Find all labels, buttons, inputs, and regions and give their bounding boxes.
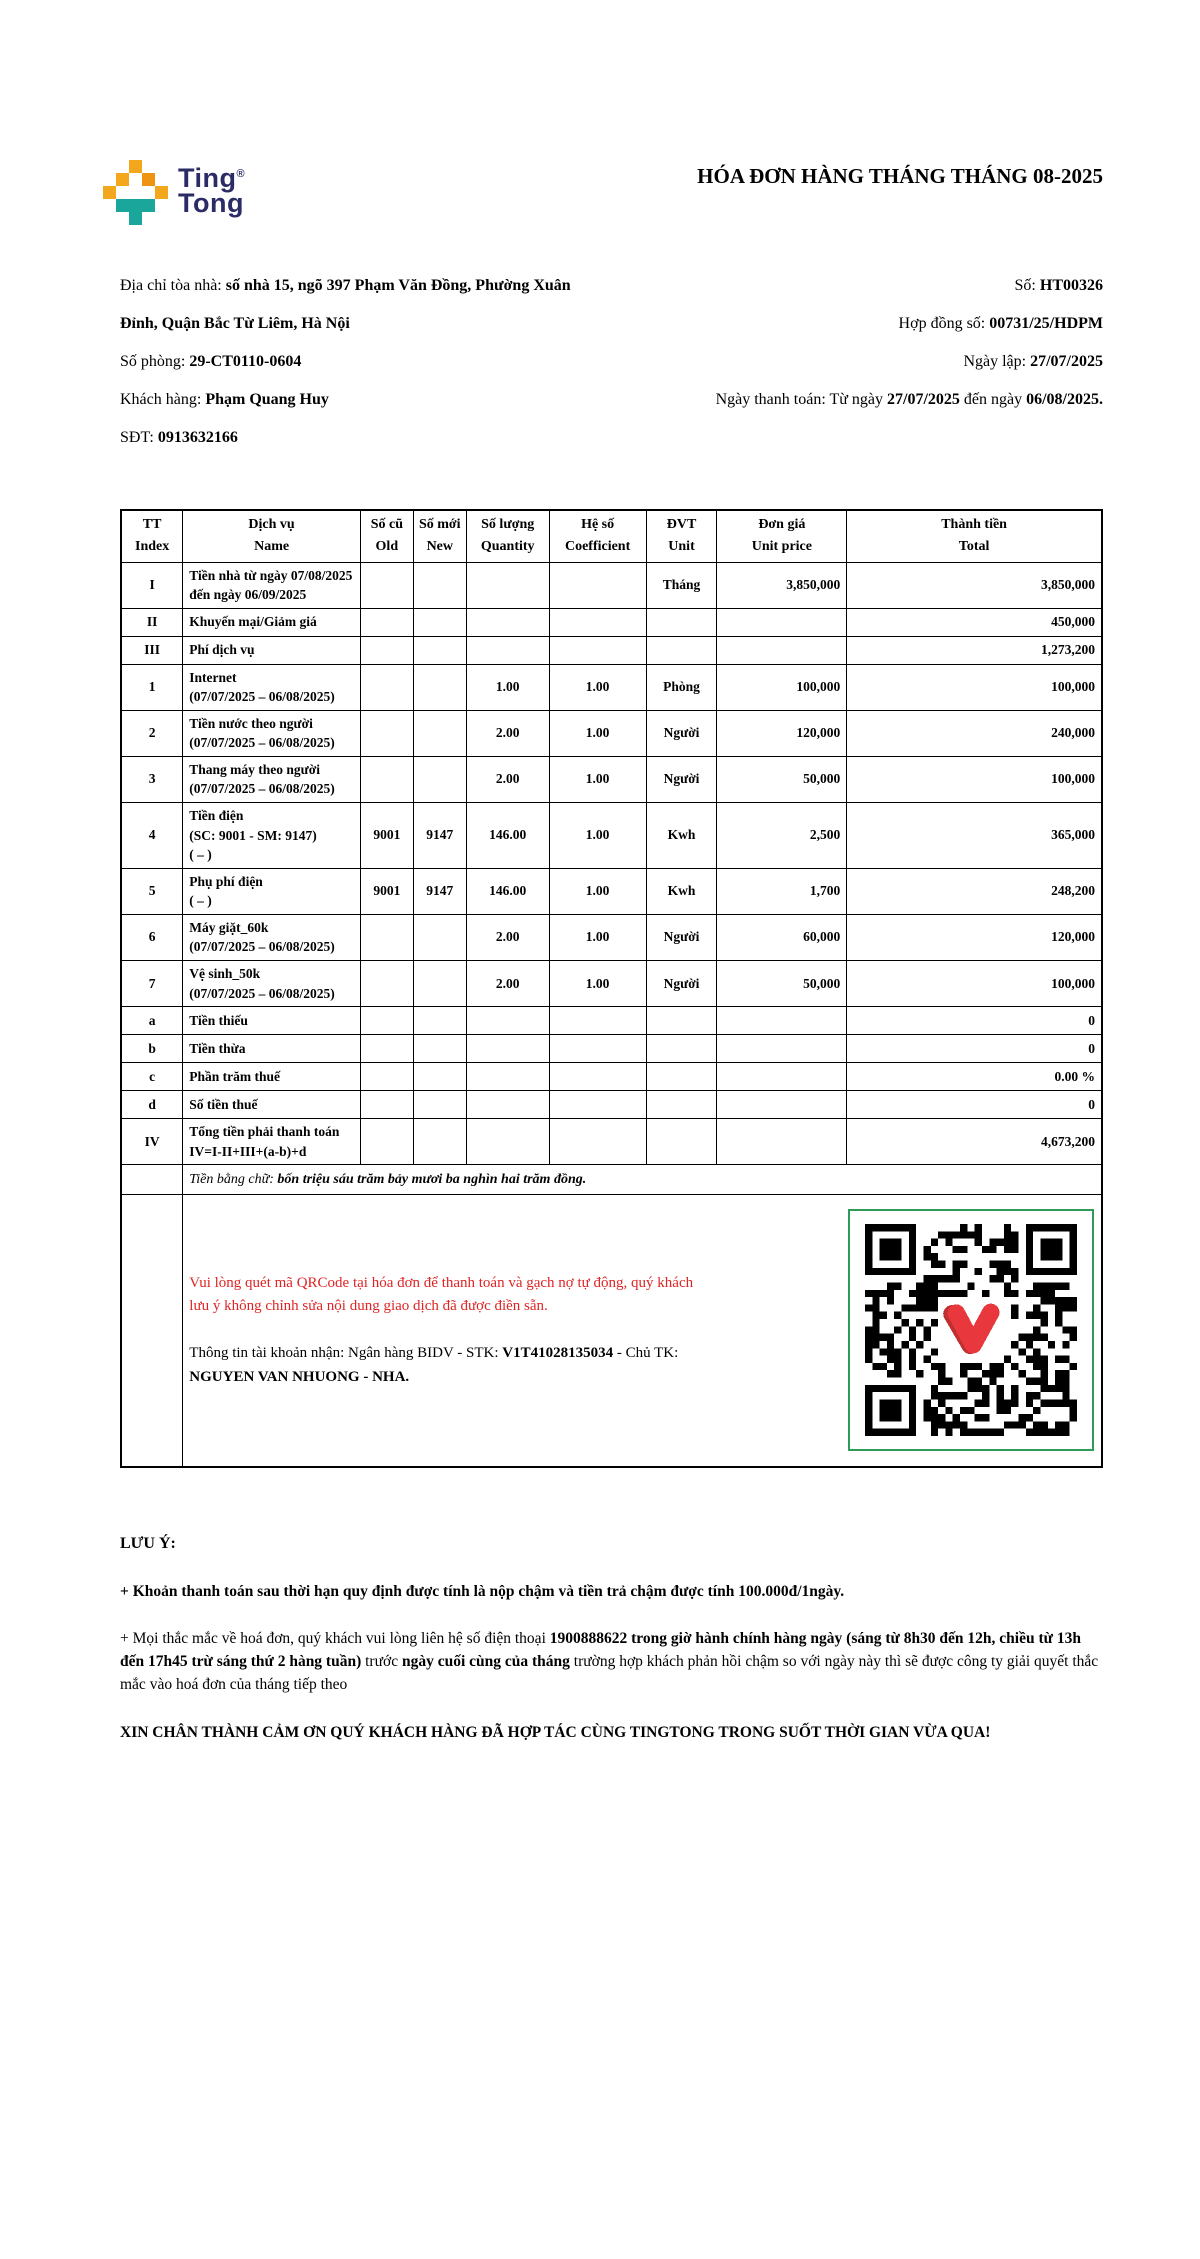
- brand-name: Ting® Tong: [178, 163, 246, 219]
- customer-name: Khách hàng: Phạm Quang Huy: [120, 391, 329, 408]
- table-row: 1 Internet (07/07/2025 – 06/08/2025) 1.00 1.00 Phòng 100,000 100,000: [121, 664, 1102, 710]
- table-row: 7 Vệ sinh_50k (07/07/2025 – 06/08/2025) 2.00 1.00 Người 50,000 100,000: [121, 960, 1102, 1006]
- invoice-meta: [623, 267, 1103, 457]
- customer-info: [120, 267, 590, 457]
- service-rows: [121, 562, 1102, 1165]
- col-unit: ĐVT Unit: [646, 510, 717, 562]
- notes-heading: LƯU Ý:: [120, 1534, 176, 1552]
- table-row: IV Tổng tiền phải thanh toán IV=I-II+III+(a-b)+d 4,673,200: [121, 1119, 1102, 1165]
- table-row: I Tiền nhà từ ngày 07/08/2025 đến ngày 06/09/2025 Tháng 3,850,000 3,850,000: [121, 562, 1102, 608]
- table-row: b Tiền thừa 0: [121, 1035, 1102, 1063]
- payment-instructions: [189, 1272, 694, 1389]
- col-new: Số mới New: [413, 510, 466, 562]
- contract-number: Hợp đồng số: 00731/25/HDPM: [898, 315, 1103, 332]
- table-row: 4 Tiền điện (SC: 9001 - SM: 9147) ( – ) 9001 9147 146.00 1.00 Kwh 2,500 365,000: [121, 803, 1102, 869]
- invoice-title: HÓA ĐƠN HÀNG THÁNG THÁNG 08-2025: [697, 164, 1103, 188]
- payment-period: Ngày thanh toán: Từ ngày 27/07/2025 đến ngày 06/08/2025.: [715, 391, 1103, 408]
- table-row: 6 Máy giặt_60k (07/07/2025 – 06/08/2025) 2.00 1.00 Người 60,000 120,000: [121, 914, 1102, 960]
- table-row: II Khuyến mại/Giảm giá 450,000: [121, 608, 1102, 636]
- customer-phone: SĐT: 0913632166: [120, 429, 238, 446]
- table-row: a Tiền thiếu 0: [121, 1007, 1102, 1035]
- late-payment-note: + Khoản thanh toán sau thời hạn quy định được tính là nộp chậm và tiền trả chậm được tính 100.000đ/1ngày.: [120, 1582, 845, 1600]
- footer-notes: [120, 1532, 1103, 1744]
- invoice-info: [120, 267, 1103, 457]
- header: [103, 160, 1103, 225]
- col-quantity: Số lượng Quantity: [466, 510, 549, 562]
- payment-qr-code: [848, 1209, 1094, 1451]
- bank-account-info: Thông tin tài khoản nhận: Ngân hàng BIDV - STK: V1T41028135034 - Chủ TK: NGUYEN VAN NHUONG - NHA.: [189, 1345, 679, 1385]
- qr-payment-note: Vui lòng quét mã QRCode tại hóa đơn để thanh toán và gạch nợ tự động, quý khách lưu ý không chỉnh sửa nội dung giao dịch đã được điền sẵn.: [189, 1274, 694, 1315]
- building-address: Địa chỉ tòa nhà: số nhà 15, ngõ 397 Phạm Văn Đồng, Phường Xuân Đỉnh, Quận Bắc Từ Liêm, Hà Nội: [120, 277, 571, 332]
- issue-date: Ngày lập: 27/07/2025: [963, 353, 1103, 370]
- col-old: Số cũ Old: [360, 510, 413, 562]
- col-service: Dịch vụ Name: [183, 510, 361, 562]
- table-row: d Số tiền thuế 0: [121, 1091, 1102, 1119]
- qr-row: [121, 1195, 1102, 1467]
- table-footer: [121, 1165, 1102, 1467]
- tingtong-logo-icon: [103, 160, 168, 225]
- table-row: c Phần trăm thuế 0.00 %: [121, 1063, 1102, 1091]
- amount-in-words: Tiền bằng chữ: bốn triệu sáu trăm bảy mươi ba nghìn hai trăm đồng.: [183, 1165, 1102, 1195]
- thank-you-note: XIN CHÂN THÀNH CẢM ƠN QUÝ KHÁCH HÀNG ĐÃ HỢP TÁC CÙNG TINGTONG TRONG SUỐT THỜI GIAN VỪA QUA!: [120, 1723, 991, 1741]
- qr-code-icon: [865, 1224, 1077, 1436]
- col-total: Thành tiền Total: [847, 510, 1102, 562]
- col-index: TT Index: [121, 510, 183, 562]
- table-row: 3 Thang máy theo người (07/07/2025 – 06/08/2025) 2.00 1.00 Người 50,000 100,000: [121, 756, 1102, 802]
- invoice-number: Số: HT00326: [1014, 277, 1103, 294]
- tingtong-logo: [103, 160, 245, 225]
- table-row: 5 Phụ phí điện ( – ) 9001 9147 146.00 1.00 Kwh 1,700 248,200: [121, 868, 1102, 914]
- room-number: Số phòng: 29-CT0110-0604: [120, 353, 302, 370]
- invoice-table: [120, 509, 1103, 1468]
- col-unit-price: Đơn giá Unit price: [717, 510, 847, 562]
- table-header: [121, 510, 1102, 562]
- table-row: III Phí dịch vụ 1,273,200: [121, 636, 1102, 664]
- amount-in-words-row: [121, 1165, 1102, 1195]
- hotline-note: + Mọi thắc mắc về hoá đơn, quý khách vui lòng liên hệ số điện thoại 1900888622 trong giờ hành chính hàng ngày (sáng từ 8h30 đến 12h, chiều từ 13h đến 17h45 trừ sáng thứ 2 hàng tuần) trước ngày cuối cùng của tháng trường hợp khách phản hồi chậm so với ngày này thì sẽ được công ty giải quyết thắc mắc vào hoá đơn của tháng tiếp theo: [120, 1629, 1099, 1694]
- table-row: 2 Tiền nước theo người (07/07/2025 – 06/08/2025) 2.00 1.00 Người 120,000 240,000: [121, 710, 1102, 756]
- col-coefficient: Hệ số Coefficient: [549, 510, 646, 562]
- registered-mark: ®: [236, 168, 246, 180]
